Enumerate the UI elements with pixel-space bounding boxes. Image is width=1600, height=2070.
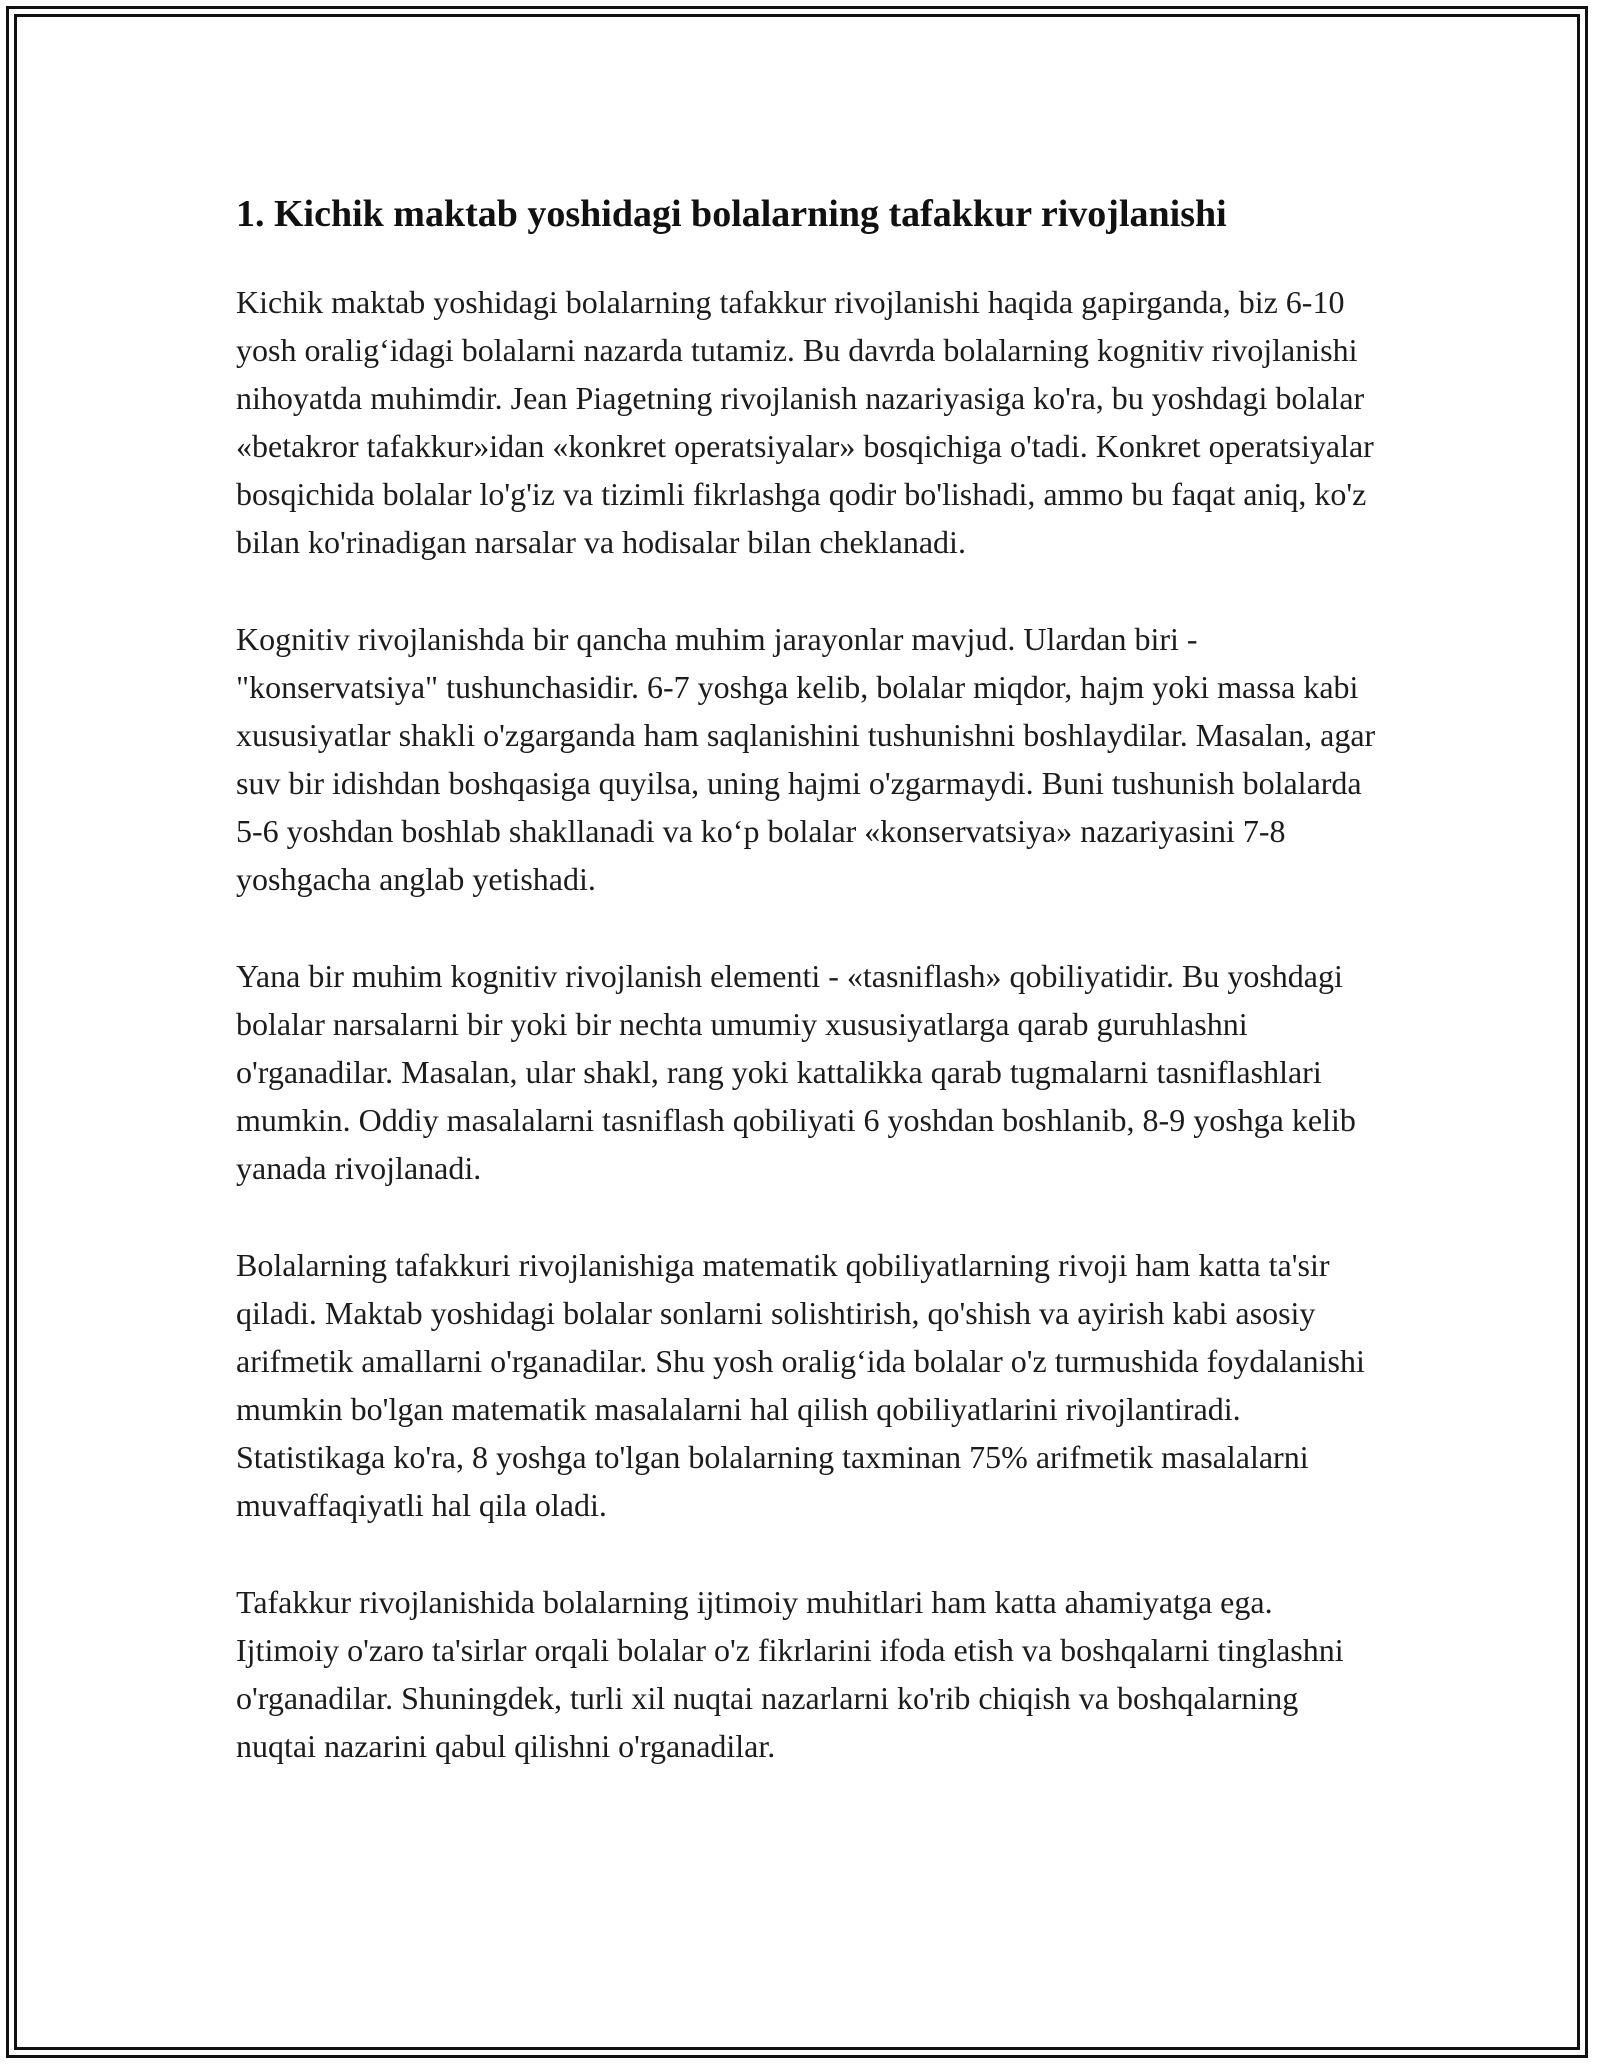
paragraph-3: Yana bir muhim kognitiv rivojlanish elementi - «tasniflash» qobiliyatidir. Bu yoshdagi bolalar narsalarni bir yoki bir nechta umumiy xususiyatlarga qarab guruhlashni o'rganadilar. Masalan, ular shakl, rang yoki kattalikka qarab tugmalarni tasniflashlari mumkin. Oddiy masalalarni tasniflash qobiliyati 6 yoshdan boshlanib, 8-9 yoshga kelib yanada rivojlanadi. [236,958,1356,1186]
paragraph-5: Tafakkur rivojlanishida bolalarning ijtimoiy muhitlari ham katta ahamiyatga ega. Ijtimoiy o'zaro ta'sirlar orqali bolalar o'z fikrlarini ifoda etish va boshqalarni tinglashni o'rganadilar. Shuningdek, turli xil nuqtai nazarlarni ko'rib chiqish va boshqalarning nuqtai nazarini qabul qilishni o'rganadilar. [236,1584,1344,1764]
paragraph-2: Kognitiv rivojlanishda bir qancha muhim jarayonlar mavjud. Ulardan biri - "konservatsiya" tushunchasidir. 6-7 yoshga kelib, bolalar miqdor, hajm yoki massa kabi xususiyatlar shakli o'zgarganda ham saqlanishini tushunishni boshlaydilar. Masalan, agar suv bir idishdan boshqasiga quyilsa, uning hajmi o'zgarmaydi. Buni tushunish bolalarda 5-6 yoshdan boshlab shakllanadi va ko‘p bolalar «konservatsiya» nazariyasini 7-8 yoshgacha anglab yetishadi. [236,621,1376,897]
section-heading: 1. Kichik maktab yoshidagi bolalarning tafakkur rivojlanishi [236,193,1227,235]
document-body [236,184,1376,1819]
paragraph-4: Bolalarning tafakkuri rivojlanishiga matematik qobiliyatlarning rivoji ham katta ta'sir qiladi. Maktab yoshidagi bolalar sonlarni solishtirish, qo'shish va ayirish kabi asosiy arifmetik amallarni o'rganadilar. Shu yosh oralig‘ida bolalar o'z turmushida foydalanishi mumkin bo'lgan matematik masalalarni hal qilish qobiliyatlarini rivojlantiradi. Statistikaga ko'ra, 8 yoshga to'lgan bolalarning taxminan 75% arifmetik masalalarni muvaffaqiyatli hal qila oladi. [236,1247,1365,1523]
paragraph-1: Kichik maktab yoshidagi bolalarning tafakkur rivojlanishi haqida gapirganda, biz 6-10 yosh oralig‘idagi bolalarni nazarda tutamiz. Bu davrda bolalarning kognitiv rivojlanishi nihoyatda muhimdir. Jean Piagetning rivojlanish nazariyasiga ko'ra, bu yoshdagi bolalar «betakror tafakkur»idan «konkret operatsiyalar» bosqichiga o'tadi. Konkret operatsiyalar bosqichida bolalar lo'g'iz va tizimli fikrlashga qodir bo'lishadi, ammo bu faqat aniq, ko'z bilan ko'rinadigan narsalar va hodisalar bilan cheklanadi. [236,284,1374,560]
